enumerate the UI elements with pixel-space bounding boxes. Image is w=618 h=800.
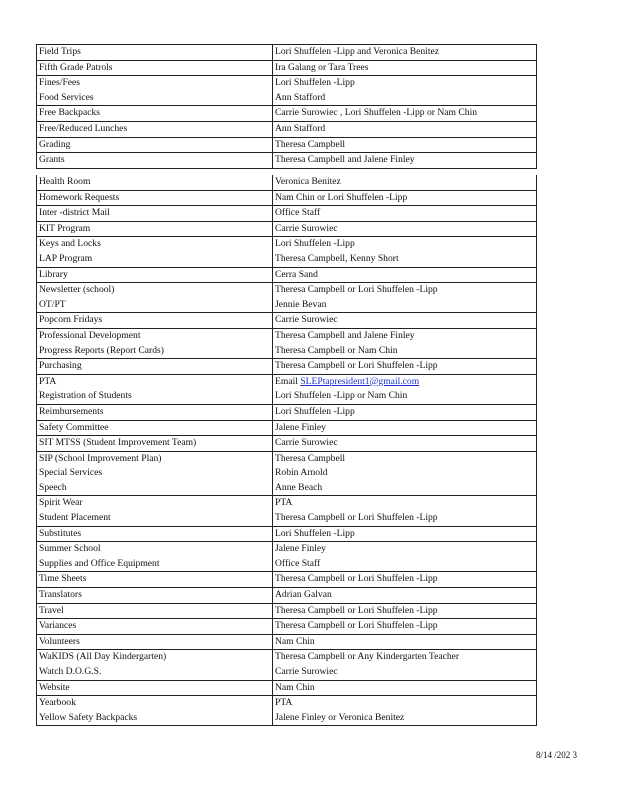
contact-text: Theresa Campbell or Lori Shuffelen -Lipp [275, 620, 438, 632]
contact-cell [273, 542, 537, 557]
table-row [37, 572, 537, 588]
topic-cell: Inter -district Mail [37, 206, 273, 222]
table-row [37, 404, 537, 420]
contact-text: Office Staff [275, 557, 321, 569]
email-link[interactable]: SLEPtapresident1@gmail.com [300, 375, 420, 387]
topic-cell: Translators [37, 588, 273, 604]
contact-cell [273, 374, 537, 389]
topic-cell: Library [37, 267, 273, 283]
contact-cell [273, 680, 537, 696]
table-row [37, 603, 537, 619]
contact-text: Theresa Campbell or Lori Shuffelen -Lipp [275, 284, 438, 296]
contact-text: Veronica Benitez [275, 176, 341, 187]
topic-cell: Professional Development [37, 328, 273, 343]
table-row [37, 374, 537, 389]
table-row [37, 619, 537, 635]
contact-cell [273, 481, 537, 496]
table-row [37, 496, 537, 511]
contact-text: Carrie Surowiec [275, 222, 338, 234]
topic-cell: Popcorn Fridays [37, 313, 273, 329]
contact-text: Nam Chin [275, 681, 315, 693]
topic-cell: Field Trips [37, 45, 273, 61]
table-row [37, 436, 537, 452]
contact-text: Theresa Campbell or Lori Shuffelen -Lipp [275, 360, 438, 372]
contact-text: Lori Shuffelen -Lipp [275, 527, 355, 539]
contact-cell [273, 190, 537, 206]
contact-cell [273, 45, 537, 61]
contact-cell [273, 650, 537, 665]
topic-cell: LAP Program [37, 252, 273, 267]
topic-cell: Free/Reduced Lunches [37, 121, 273, 137]
topic-cell: Reimbursements [37, 404, 273, 420]
contact-text: Theresa Campbell [275, 452, 346, 464]
table-row [37, 328, 537, 343]
contact-text: Lori Shuffelen -Lipp [275, 405, 355, 417]
contact-cell [273, 588, 537, 604]
contact-text: Theresa Campbell or Any Kindergarten Teacher [275, 651, 460, 663]
contact-cell [273, 91, 537, 106]
table-row [37, 511, 537, 526]
contact-cell [273, 404, 537, 420]
contact-text: Theresa Campbell or Lori Shuffelen -Lipp [275, 573, 438, 585]
contact-text: Jalene Finley [275, 543, 326, 555]
contact-text: Robin Arnold [275, 467, 328, 479]
topic-cell: Website [37, 680, 273, 696]
contact-text: Nam Chin [275, 635, 315, 647]
contact-cell [273, 511, 537, 526]
topic-cell: SIP (School Improvement Plan) [37, 451, 273, 466]
topic-cell: Travel [37, 603, 273, 619]
contact-cell [273, 175, 537, 190]
contact-text: Theresa Campbell, Kenny Short [275, 252, 399, 264]
topic-cell: Watch D.O.G.S. [37, 665, 273, 680]
contact-text: Theresa Campbell and Jalene Finley [275, 329, 415, 341]
contact-text: Theresa Campbell or Lori Shuffelen -Lipp [275, 512, 438, 524]
contact-cell [273, 389, 537, 404]
contact-cell [273, 696, 537, 711]
topic-cell: Time Sheets [37, 572, 273, 588]
table-row [37, 313, 537, 329]
contact-text: Jalene Finley [275, 421, 326, 433]
topic-cell: Variances [37, 619, 273, 635]
table-row [37, 106, 537, 122]
topic-cell: KIT Program [37, 221, 273, 237]
contact-cell [273, 359, 537, 375]
topic-cell: Fines/Fees [37, 76, 273, 91]
contact-text: Carrie Surowiec [275, 437, 338, 449]
table-row [37, 153, 537, 169]
topic-cell: Supplies and Office Equipment [37, 557, 273, 572]
contact-text: Carrie Surowiec , Lori Shuffelen -Lipp or Nam Chin [275, 107, 478, 119]
contact-cell [273, 121, 537, 137]
contact-text: Theresa Campbell or Lori Shuffelen -Lipp [275, 604, 438, 616]
topic-cell: Volunteers [37, 634, 273, 650]
contact-cell [273, 206, 537, 222]
contact-table-2 [36, 175, 537, 726]
contact-cell [273, 153, 537, 169]
contact-text: Ann Stafford [275, 91, 326, 103]
contact-cell [273, 451, 537, 466]
contact-cell [273, 665, 537, 680]
contact-text: Email [275, 375, 301, 387]
contact-text: Nam Chin or Lori Shuffelen -Lipp [275, 191, 408, 203]
contact-cell [273, 252, 537, 267]
contact-cell [273, 137, 537, 153]
topic-cell: SIT MTSS (Student Improvement Team) [37, 436, 273, 452]
table-row [37, 481, 537, 496]
contact-cell [273, 634, 537, 650]
topic-cell: Food Services [37, 91, 273, 106]
contact-text: Theresa Campbell or Nam Chin [275, 344, 398, 356]
contact-cell [273, 603, 537, 619]
table-row [37, 206, 537, 222]
topic-cell: Health Room [37, 175, 273, 190]
table-row [37, 252, 537, 267]
topic-cell: OT/PT [37, 298, 273, 313]
contact-text: PTA [275, 497, 293, 509]
contact-cell [273, 221, 537, 237]
topic-cell: Keys and Locks [37, 237, 273, 252]
contact-table-1 [36, 44, 537, 169]
table-row [37, 344, 537, 359]
contact-text: Jalene Finley or Veronica Benitez [275, 711, 405, 723]
topic-cell: Safety Committee [37, 420, 273, 436]
contact-cell [273, 572, 537, 588]
table-row [37, 680, 537, 696]
contact-cell [273, 237, 537, 252]
table-row [37, 359, 537, 375]
contact-cell [273, 106, 537, 122]
table-row [37, 190, 537, 206]
contact-text: Adrian Galvan [275, 589, 332, 601]
contact-text: Theresa Campbell [275, 138, 346, 150]
table-row [37, 526, 537, 542]
table-row [37, 137, 537, 153]
table-row [37, 121, 537, 137]
table-row [37, 91, 537, 106]
topic-cell: Newsletter (school) [37, 283, 273, 298]
table-row [37, 267, 537, 283]
table-row [37, 542, 537, 557]
contact-text: Theresa Campbell and Jalene Finley [275, 154, 415, 166]
topic-cell: Fifth Grade Patrols [37, 60, 273, 76]
table-row [37, 557, 537, 572]
table-row [37, 45, 537, 61]
table-row [37, 76, 537, 91]
table-row [37, 175, 537, 190]
topic-cell: Speech [37, 481, 273, 496]
topic-cell: Homework Requests [37, 190, 273, 206]
contact-cell [273, 420, 537, 436]
contact-cell [273, 557, 537, 572]
contact-text: Lori Shuffelen -Lipp [275, 238, 355, 250]
topic-cell: Free Backpacks [37, 106, 273, 122]
contact-cell [273, 496, 537, 511]
table-row [37, 634, 537, 650]
topic-cell: Grading [37, 137, 273, 153]
topic-cell: Spirit Wear [37, 496, 273, 511]
table-row [37, 650, 537, 665]
contact-cell [273, 328, 537, 343]
table-row [37, 60, 537, 76]
topic-cell: PTA [37, 374, 273, 389]
topic-cell: Progress Reports (Report Cards) [37, 344, 273, 359]
contact-cell [273, 466, 537, 481]
table-row [37, 420, 537, 436]
contact-text: Carrie Surowiec [275, 314, 338, 326]
contact-cell [273, 298, 537, 313]
contact-cell [273, 344, 537, 359]
table-row [37, 665, 537, 680]
contact-cell [273, 267, 537, 283]
contact-cell [273, 283, 537, 298]
contact-text: Lori Shuffelen -Lipp and Veronica Benitez [275, 46, 440, 57]
topic-cell: WaKIDS (All Day Kindergarten) [37, 650, 273, 665]
contact-cell [273, 619, 537, 635]
contact-cell [273, 436, 537, 452]
table-row [37, 283, 537, 298]
topic-cell: Special Services [37, 466, 273, 481]
contact-text: Carrie Surowiec [275, 666, 338, 677]
table-row [37, 389, 537, 404]
table-row [37, 237, 537, 252]
contact-cell [273, 76, 537, 91]
topic-cell: Yearbook [37, 696, 273, 711]
table-row [37, 466, 537, 481]
contact-cell [273, 526, 537, 542]
topic-cell: Substitutes [37, 526, 273, 542]
contact-cell [273, 313, 537, 329]
contact-text: Cerra Sand [275, 268, 318, 280]
contact-text: Lori Shuffelen -Lipp or Nam Chin [275, 390, 408, 402]
contact-cell [273, 60, 537, 76]
table-row [37, 221, 537, 237]
contact-cell [273, 711, 537, 726]
contact-text: Ann Stafford [275, 122, 326, 134]
topic-cell: Student Placement [37, 511, 273, 526]
topic-cell: Grants [37, 153, 273, 169]
topic-cell: Purchasing [37, 359, 273, 375]
table-row [37, 298, 537, 313]
page-footer-date: 8/14 /202 3 [536, 750, 578, 760]
topic-cell: Summer School [37, 542, 273, 557]
contact-text: PTA [275, 697, 293, 709]
table-row [37, 451, 537, 466]
topic-cell: Yellow Safety Backpacks [37, 711, 273, 726]
table-row [37, 588, 537, 604]
contact-text: Office Staff [275, 207, 321, 219]
topic-cell: Registration of Students [37, 389, 273, 404]
table-row [37, 696, 537, 711]
contact-text: Ira Galang or Tara Trees [275, 61, 369, 73]
table-row [37, 711, 537, 726]
contact-text: Lori Shuffelen -Lipp [275, 77, 355, 89]
contact-text: Jennie Bevan [275, 298, 327, 310]
contact-text: Anne Beach [275, 481, 323, 493]
